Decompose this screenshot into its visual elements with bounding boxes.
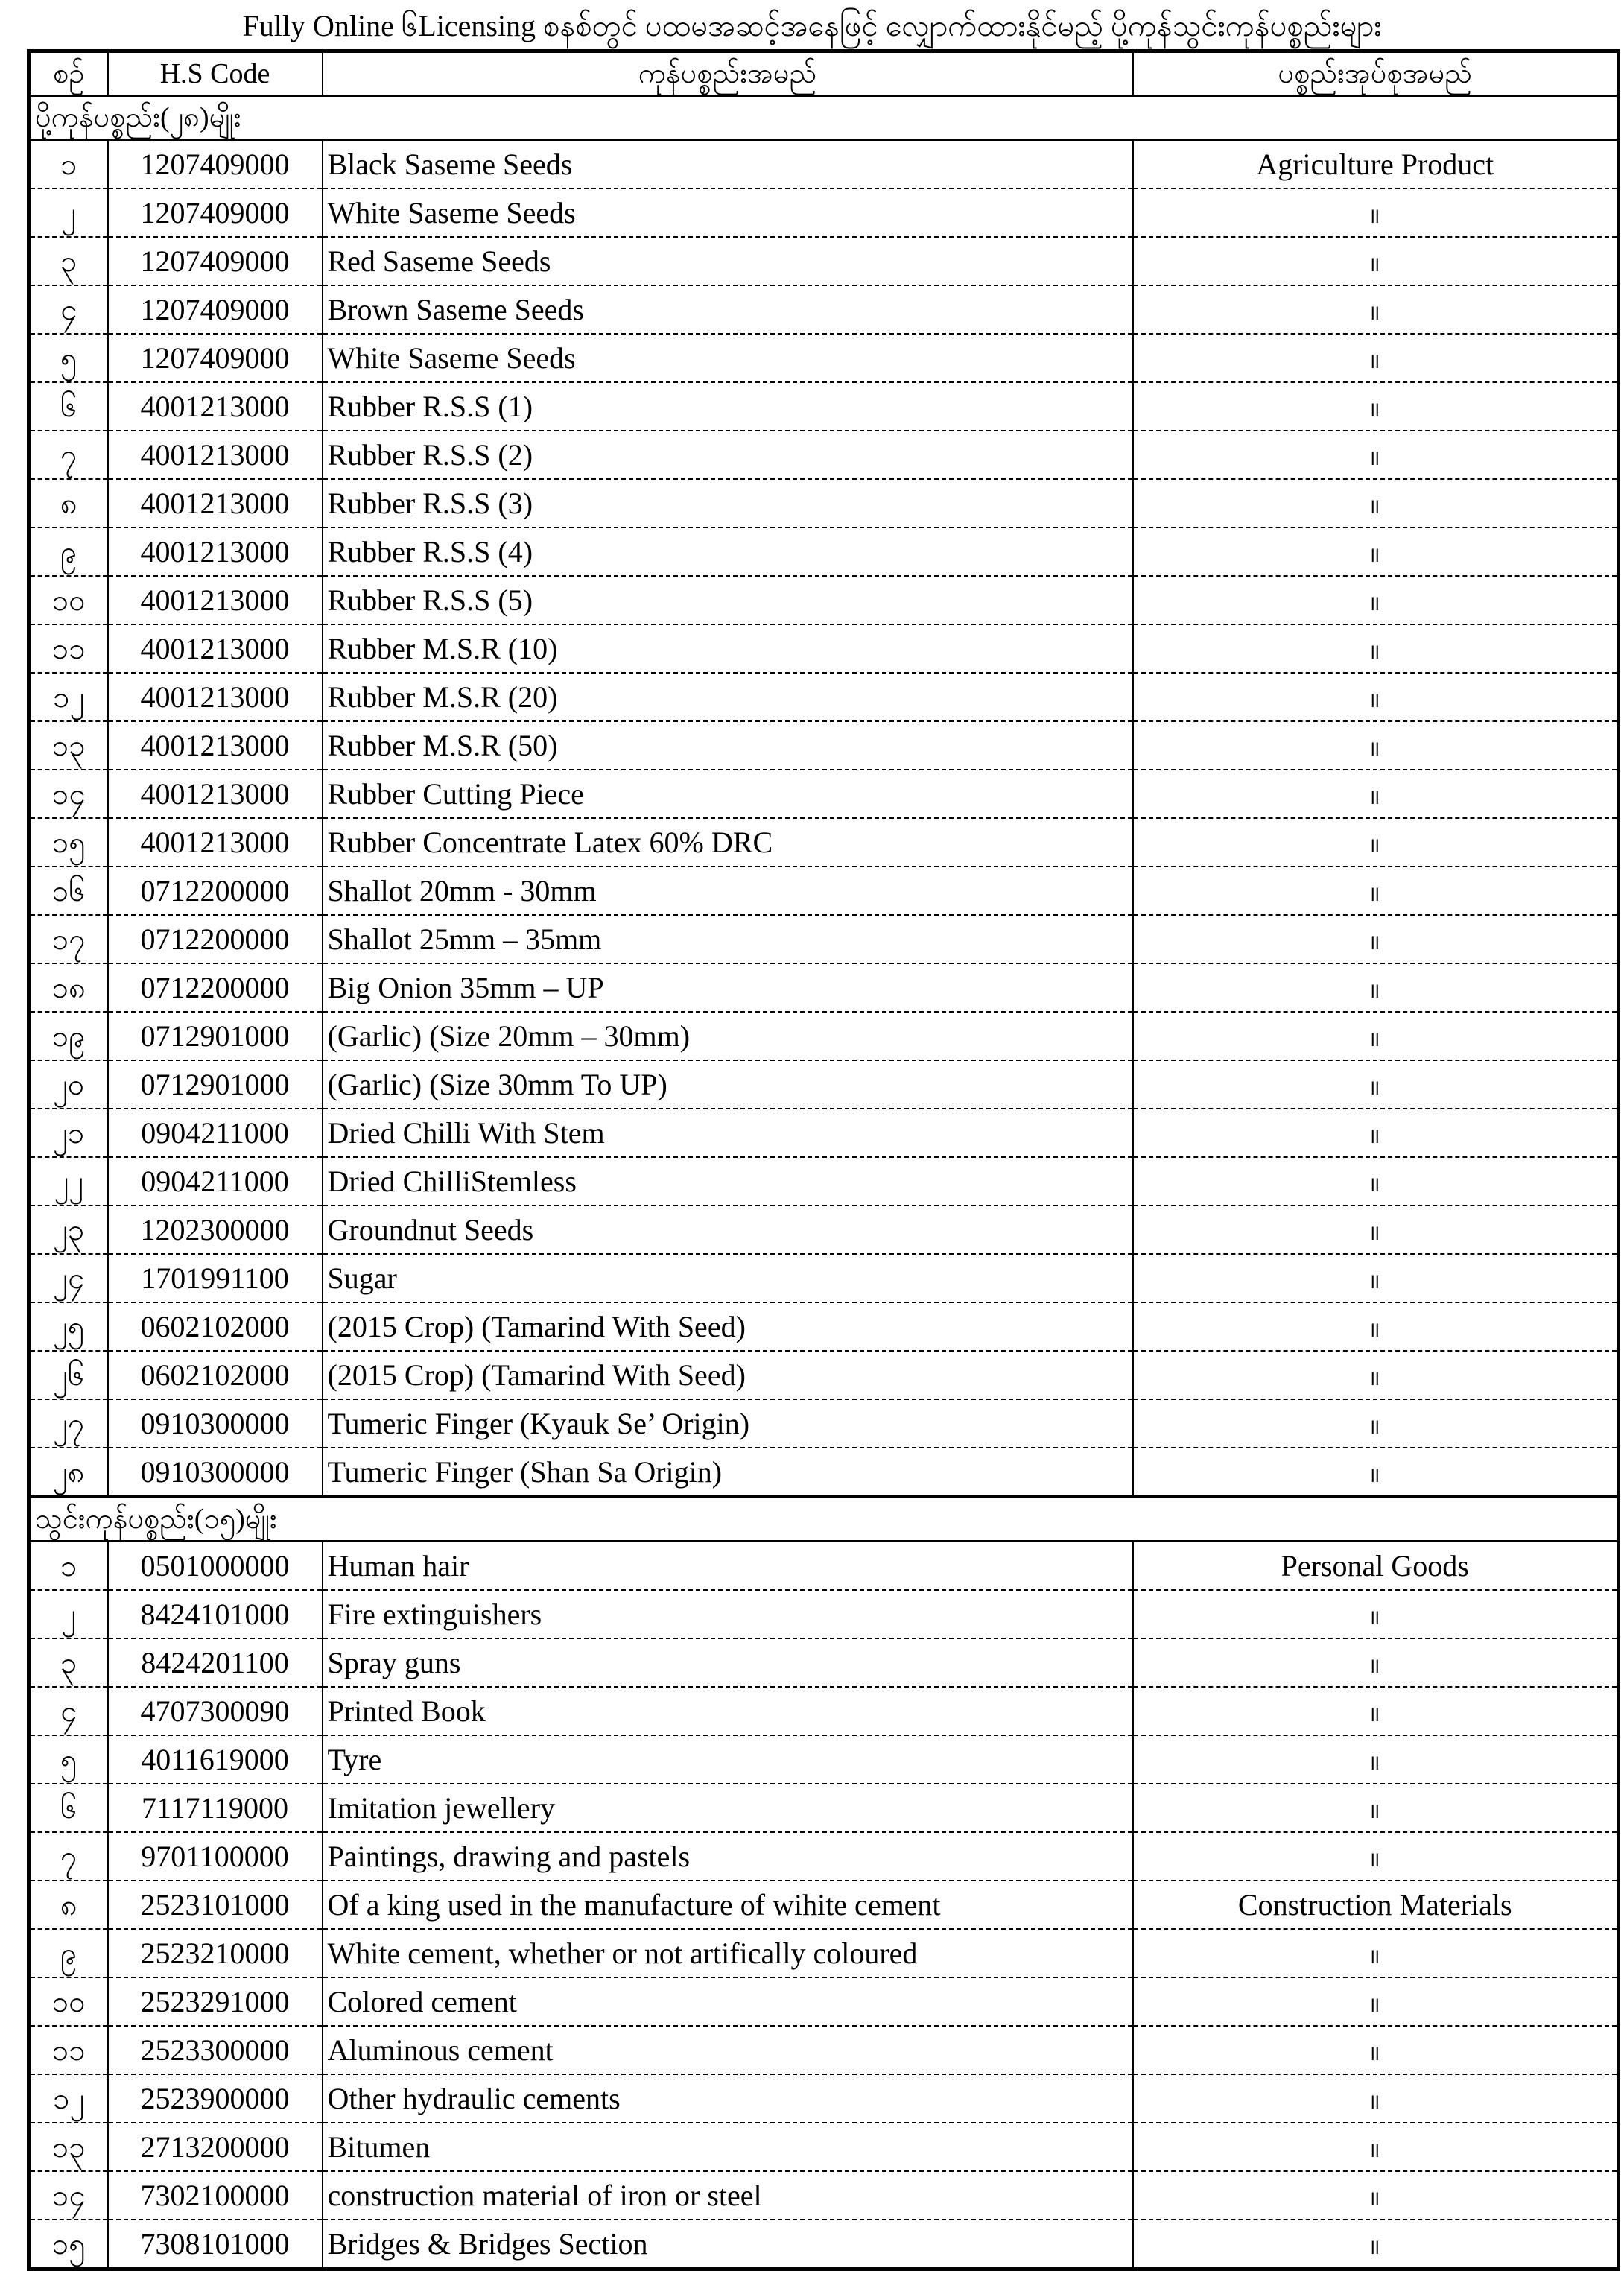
item-name-cell: (Garlic) (Size 20mm – 30mm)	[323, 1012, 1133, 1060]
category-cell: ။	[1133, 1977, 1619, 2026]
category-cell: ။	[1133, 721, 1619, 770]
category-cell: Construction Materials	[1133, 1881, 1619, 1929]
table-row	[29, 1542, 1619, 1591]
item-name-cell: Bridges & Bridges Section	[323, 2220, 1133, 2270]
table-row	[29, 1302, 1619, 1351]
hs-code-cell: 2523900000	[108, 2074, 323, 2123]
category-cell: ။	[1133, 528, 1619, 576]
category-cell: ။	[1133, 1784, 1619, 1832]
category-cell: ။	[1133, 1012, 1619, 1060]
item-name-cell: Big Onion 35mm – UP	[323, 963, 1133, 1012]
serial-no-cell: ၁၀	[29, 1977, 108, 2026]
item-name-cell: Rubber Concentrate Latex 60% DRC	[323, 818, 1133, 867]
hs-code-cell: 2523101000	[108, 1881, 323, 1929]
category-cell: ။	[1133, 2074, 1619, 2123]
item-name-cell: Fire extinguishers	[323, 1590, 1133, 1638]
category-cell: Agriculture Product	[1133, 140, 1619, 189]
table-row	[29, 479, 1619, 528]
serial-no-cell: ၂၂	[29, 1157, 108, 1206]
hs-code-cell: 1207409000	[108, 334, 323, 382]
serial-no-cell: ၉	[29, 1929, 108, 1977]
serial-no-cell: ၂	[29, 1590, 108, 1638]
serial-no-cell: ၁	[29, 140, 108, 189]
table-row	[29, 334, 1619, 382]
header-hs-code: H.S Code	[108, 51, 323, 96]
item-name-cell: Dried Chilli With Stem	[323, 1109, 1133, 1157]
table-row	[29, 1638, 1619, 1687]
serial-no-cell: ၃	[29, 1638, 108, 1687]
serial-no-cell: ၂၇	[29, 1399, 108, 1448]
serial-no-cell: ၅	[29, 1735, 108, 1784]
category-cell: ။	[1133, 382, 1619, 431]
table-row	[29, 1399, 1619, 1448]
table-row	[29, 1784, 1619, 1832]
hs-code-cell: 4001213000	[108, 770, 323, 818]
hs-code-cell: 1207409000	[108, 285, 323, 334]
serial-no-cell: ၁၅	[29, 2220, 108, 2270]
item-name-cell: Rubber M.S.R (20)	[323, 673, 1133, 721]
serial-no-cell: ၁၇	[29, 915, 108, 963]
item-name-cell: Shallot 20mm - 30mm	[323, 867, 1133, 915]
item-name-cell: Brown Saseme Seeds	[323, 285, 1133, 334]
table-row	[29, 1109, 1619, 1157]
serial-no-cell: ၁၂	[29, 673, 108, 721]
category-cell: ။	[1133, 479, 1619, 528]
serial-no-cell: ၆	[29, 1784, 108, 1832]
category-cell: ။	[1133, 1254, 1619, 1302]
hs-code-cell: 0712901000	[108, 1012, 323, 1060]
table-row	[29, 1351, 1619, 1399]
category-cell: ။	[1133, 576, 1619, 624]
table-header-row	[29, 51, 1619, 96]
hs-code-cell: 0712901000	[108, 1060, 323, 1109]
hs-code-cell: 4001213000	[108, 818, 323, 867]
table-row	[29, 1929, 1619, 1977]
category-cell: ။	[1133, 1832, 1619, 1881]
serial-no-cell: ၁၅	[29, 818, 108, 867]
table-row	[29, 915, 1619, 963]
hs-code-cell: 4001213000	[108, 431, 323, 479]
table-row	[29, 624, 1619, 673]
serial-no-cell: ၁၄	[29, 2171, 108, 2220]
category-cell: ။	[1133, 624, 1619, 673]
category-cell: ။	[1133, 237, 1619, 285]
serial-no-cell: ၁၃	[29, 2123, 108, 2171]
category-cell: ။	[1133, 1351, 1619, 1399]
table-row	[29, 1012, 1619, 1060]
hs-code-cell: 4001213000	[108, 624, 323, 673]
serial-no-cell: ၁	[29, 1542, 108, 1591]
serial-no-cell: ၁၄	[29, 770, 108, 818]
item-name-cell: Rubber R.S.S (5)	[323, 576, 1133, 624]
hs-code-cell: 2523300000	[108, 2026, 323, 2074]
hs-code-cell: 4001213000	[108, 673, 323, 721]
item-name-cell: Imitation jewellery	[323, 1784, 1133, 1832]
hs-code-cell: 0602102000	[108, 1351, 323, 1399]
category-cell: ။	[1133, 1687, 1619, 1735]
table-row	[29, 963, 1619, 1012]
serial-no-cell: ၈	[29, 1881, 108, 1929]
serial-no-cell: ၁၂	[29, 2074, 108, 2123]
item-name-cell: Rubber R.S.S (2)	[323, 431, 1133, 479]
serial-no-cell: ၇	[29, 1832, 108, 1881]
category-cell: ။	[1133, 1448, 1619, 1497]
table-row	[29, 770, 1619, 818]
hs-code-cell: 2523291000	[108, 1977, 323, 2026]
hs-code-cell: 1701991100	[108, 1254, 323, 1302]
item-name-cell: Tumeric Finger (Kyauk Se’ Origin)	[323, 1399, 1133, 1448]
category-cell: ။	[1133, 1735, 1619, 1784]
hs-code-cell: 4001213000	[108, 479, 323, 528]
serial-no-cell: ၅	[29, 334, 108, 382]
serial-no-cell: ၉	[29, 528, 108, 576]
item-name-cell: Printed Book	[323, 1687, 1133, 1735]
header-serial-no: စဉ်	[29, 51, 108, 96]
table-row	[29, 189, 1619, 237]
hs-code-cell: 1202300000	[108, 1206, 323, 1254]
category-cell: ။	[1133, 867, 1619, 915]
table-row	[29, 673, 1619, 721]
item-name-cell: Spray guns	[323, 1638, 1133, 1687]
item-name-cell: (Garlic) (Size 30mm To UP)	[323, 1060, 1133, 1109]
category-cell: ။	[1133, 1206, 1619, 1254]
hs-code-cell: 1207409000	[108, 140, 323, 189]
serial-no-cell: ၁၈	[29, 963, 108, 1012]
table-row	[29, 237, 1619, 285]
hs-code-cell: 4011619000	[108, 1735, 323, 1784]
header-category: ပစ္စည်းအုပ်စုအမည်	[1133, 51, 1619, 96]
item-name-cell: Rubber Cutting Piece	[323, 770, 1133, 818]
table-body	[29, 96, 1619, 2270]
table-row	[29, 1448, 1619, 1497]
hs-code-cell: 7308101000	[108, 2220, 323, 2270]
serial-no-cell: ၁၉	[29, 1012, 108, 1060]
table-row	[29, 1687, 1619, 1735]
hs-code-cell: 0904211000	[108, 1157, 323, 1206]
category-cell: ။	[1133, 1157, 1619, 1206]
category-cell: ။	[1133, 770, 1619, 818]
category-cell: ။	[1133, 2123, 1619, 2171]
serial-no-cell: ၄	[29, 1687, 108, 1735]
hs-code-cell: 0712200000	[108, 963, 323, 1012]
table-row	[29, 140, 1619, 189]
serial-no-cell: ၇	[29, 431, 108, 479]
header-item-name: ကုန်ပစ္စည်းအမည်	[323, 51, 1133, 96]
serial-no-cell: ၂၁	[29, 1109, 108, 1157]
item-name-cell: Black Saseme Seeds	[323, 140, 1133, 189]
category-cell: ။	[1133, 915, 1619, 963]
section-label: ပို့ကုန်ပစ္စည်း(၂၈)မျိုး	[29, 96, 1619, 140]
table-row	[29, 2074, 1619, 2123]
serial-no-cell: ၂၄	[29, 1254, 108, 1302]
item-name-cell: Groundnut Seeds	[323, 1206, 1133, 1254]
item-name-cell: Rubber M.S.R (50)	[323, 721, 1133, 770]
category-cell: ။	[1133, 431, 1619, 479]
item-name-cell: Sugar	[323, 1254, 1133, 1302]
table-row	[29, 1735, 1619, 1784]
item-name-cell: Rubber R.S.S (1)	[323, 382, 1133, 431]
hs-code-cell: 7302100000	[108, 2171, 323, 2220]
item-name-cell: Aluminous cement	[323, 2026, 1133, 2074]
hs-code-cell: 2523210000	[108, 1929, 323, 1977]
table-row	[29, 867, 1619, 915]
category-cell: Personal Goods	[1133, 1542, 1619, 1591]
item-name-cell: Tumeric Finger (Shan Sa Origin)	[323, 1448, 1133, 1497]
table-row	[29, 1060, 1619, 1109]
category-cell: ။	[1133, 189, 1619, 237]
hs-code-cell: 4001213000	[108, 576, 323, 624]
section-label: သွင်းကုန်ပစ္စည်း(၁၅)မျိုး	[29, 1497, 1619, 1542]
category-cell: ။	[1133, 1929, 1619, 1977]
category-cell: ။	[1133, 2220, 1619, 2270]
serial-no-cell: ၈	[29, 479, 108, 528]
category-cell: ။	[1133, 334, 1619, 382]
item-name-cell: Tyre	[323, 1735, 1133, 1784]
serial-no-cell: ၂၀	[29, 1060, 108, 1109]
table-row	[29, 1590, 1619, 1638]
table-row	[29, 2123, 1619, 2171]
serial-no-cell: ၁၁	[29, 624, 108, 673]
category-cell: ။	[1133, 285, 1619, 334]
serial-no-cell: ၃	[29, 237, 108, 285]
category-cell: ။	[1133, 818, 1619, 867]
hs-code-cell: 8424101000	[108, 1590, 323, 1638]
item-name-cell: Paintings, drawing and pastels	[323, 1832, 1133, 1881]
category-cell: ။	[1133, 2026, 1619, 2074]
category-cell: ။	[1133, 1399, 1619, 1448]
serial-no-cell: ၆	[29, 382, 108, 431]
table-row	[29, 721, 1619, 770]
category-cell: ။	[1133, 1302, 1619, 1351]
hs-code-cell: 8424201100	[108, 1638, 323, 1687]
item-name-cell: Human hair	[323, 1542, 1133, 1591]
serial-no-cell: ၂၆	[29, 1351, 108, 1399]
item-name-cell: Rubber R.S.S (4)	[323, 528, 1133, 576]
item-name-cell: Bitumen	[323, 2123, 1133, 2171]
table-row	[29, 1157, 1619, 1206]
table-row	[29, 285, 1619, 334]
hs-code-cell: 0910300000	[108, 1448, 323, 1497]
table-row	[29, 1977, 1619, 2026]
table-row	[29, 528, 1619, 576]
hs-code-cell: 2713200000	[108, 2123, 323, 2171]
item-name-cell: Rubber M.S.R (10)	[323, 624, 1133, 673]
serial-no-cell: ၁၃	[29, 721, 108, 770]
hs-code-cell: 4001213000	[108, 528, 323, 576]
hs-code-cell: 0904211000	[108, 1109, 323, 1157]
category-cell: ။	[1133, 1638, 1619, 1687]
hs-code-cell: 4001213000	[108, 721, 323, 770]
section-header-row	[29, 96, 1619, 140]
table-row	[29, 1206, 1619, 1254]
hs-code-cell: 7117119000	[108, 1784, 323, 1832]
serial-no-cell: ၂၅	[29, 1302, 108, 1351]
hs-code-cell: 1207409000	[108, 189, 323, 237]
table-row	[29, 431, 1619, 479]
item-name-cell: Rubber R.S.S (3)	[323, 479, 1133, 528]
table-row	[29, 1881, 1619, 1929]
item-name-cell: Of a king used in the manufacture of wihite cement	[323, 1881, 1133, 1929]
item-name-cell: Red Saseme Seeds	[323, 237, 1133, 285]
item-name-cell: construction material of iron or steel	[323, 2171, 1133, 2220]
hs-code-cell: 0910300000	[108, 1399, 323, 1448]
serial-no-cell: ၂	[29, 189, 108, 237]
table-row	[29, 2026, 1619, 2074]
hs-code-cell: 0712200000	[108, 867, 323, 915]
category-cell: ။	[1133, 963, 1619, 1012]
item-name-cell: Other hydraulic cements	[323, 2074, 1133, 2123]
serial-no-cell: ၂၃	[29, 1206, 108, 1254]
table-row	[29, 2171, 1619, 2220]
category-cell: ။	[1133, 1060, 1619, 1109]
serial-no-cell: ၁၀	[29, 576, 108, 624]
category-cell: ။	[1133, 1109, 1619, 1157]
hs-code-cell: 0501000000	[108, 1542, 323, 1591]
hs-code-cell: 0602102000	[108, 1302, 323, 1351]
serial-no-cell: ၁၆	[29, 867, 108, 915]
table-row	[29, 1832, 1619, 1881]
hs-code-cell: 4707300090	[108, 1687, 323, 1735]
category-cell: ။	[1133, 2171, 1619, 2220]
item-name-cell: (2015 Crop) (Tamarind With Seed)	[323, 1351, 1133, 1399]
hs-code-cell: 1207409000	[108, 237, 323, 285]
item-name-cell: Colored cement	[323, 1977, 1133, 2026]
hs-code-cell: 9701100000	[108, 1832, 323, 1881]
commodity-table	[27, 49, 1620, 2271]
item-name-cell: Shallot 25mm – 35mm	[323, 915, 1133, 963]
document-title: Fully Online ၆Licensing စနစ်တွင် ပထမအဆင့်အနေဖြင့် လျှောက်ထားနိုင်မည့် ပို့ကုန်သွင်းကုန်ပစ္စည်းများ	[242, 9, 1382, 42]
serial-no-cell: ၁၁	[29, 2026, 108, 2074]
table-row	[29, 1254, 1619, 1302]
serial-no-cell: ၄	[29, 285, 108, 334]
serial-no-cell: ၂၈	[29, 1448, 108, 1497]
item-name-cell: White Saseme Seeds	[323, 334, 1133, 382]
category-cell: ။	[1133, 1590, 1619, 1638]
section-header-row	[29, 1497, 1619, 1542]
item-name-cell: White Saseme Seeds	[323, 189, 1133, 237]
hs-code-cell: 0712200000	[108, 915, 323, 963]
item-name-cell: Dried ChilliStemless	[323, 1157, 1133, 1206]
table-row	[29, 818, 1619, 867]
item-name-cell: White cement, whether or not artifically coloured	[323, 1929, 1133, 1977]
table-row	[29, 576, 1619, 624]
hs-code-cell: 4001213000	[108, 382, 323, 431]
item-name-cell: (2015 Crop) (Tamarind With Seed)	[323, 1302, 1133, 1351]
table-row	[29, 382, 1619, 431]
category-cell: ။	[1133, 673, 1619, 721]
table-row	[29, 2220, 1619, 2270]
